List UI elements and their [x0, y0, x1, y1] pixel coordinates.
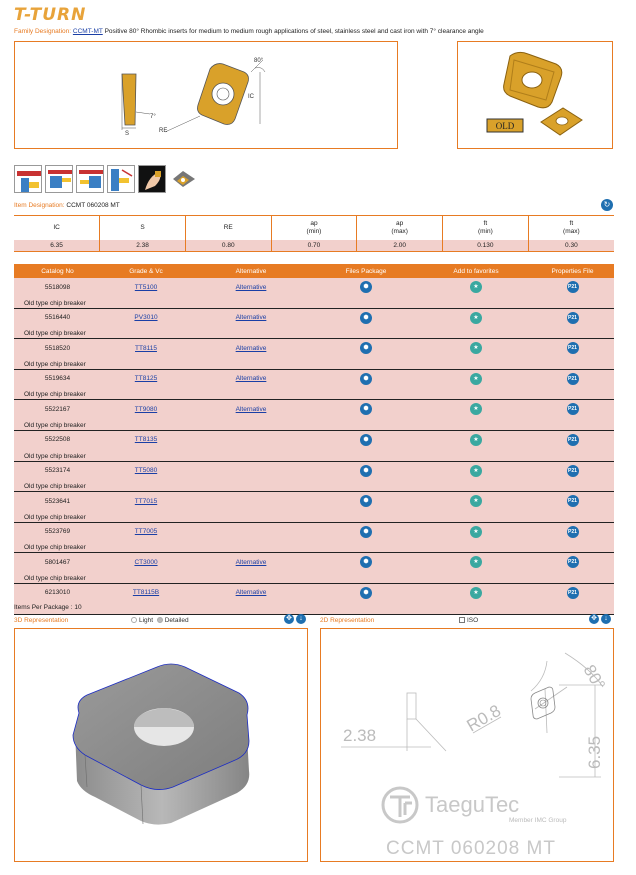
technical-drawing	[14, 41, 398, 149]
iso-checkbox[interactable]	[459, 617, 465, 623]
light-label: Light	[139, 617, 154, 624]
family-designation-line	[14, 28, 624, 35]
catalog-table	[14, 264, 614, 615]
files-package-icon[interactable]: ⬢	[360, 373, 372, 385]
row-note: Old type chip breaker	[24, 574, 86, 582]
detailed-label: Detailed	[164, 617, 189, 624]
add-favorite-icon[interactable]: ★	[470, 434, 482, 446]
thumb-turning-3[interactable]	[76, 165, 104, 193]
catalog-row	[14, 492, 614, 523]
grade-link[interactable]: TT8125	[134, 375, 158, 383]
family-code-link[interactable]: CCMT-MT	[72, 28, 103, 35]
add-favorite-icon[interactable]: ★	[470, 312, 482, 324]
thumb-insert[interactable]	[169, 165, 197, 193]
properties-file-icon[interactable]: P21	[567, 556, 579, 568]
rep3d-label: 3D Representation	[14, 617, 69, 624]
grade-link[interactable]: TT8115	[135, 344, 157, 352]
download-icon[interactable]: ↓	[601, 614, 611, 624]
brand-name: TaeguTec	[425, 792, 520, 817]
thumb-grade-hand[interactable]	[138, 165, 166, 193]
col-files-package: Files Package	[345, 267, 387, 275]
row-note: Old type chip breaker	[24, 513, 86, 521]
properties-file-icon[interactable]: P21	[567, 281, 579, 293]
angle-label: 80°	[254, 58, 264, 64]
properties-file-icon[interactable]: P21	[567, 495, 579, 507]
row-note: Old type chip breaker	[24, 483, 86, 491]
t-turn-logo: T-TURN	[14, 5, 87, 25]
alternative-link[interactable]: Alternative	[235, 344, 267, 352]
spec-value-re: 0.80	[185, 240, 271, 252]
spec-header-re: RE	[185, 216, 271, 240]
refresh-icon[interactable]: ↻	[601, 199, 613, 211]
item-designation	[14, 202, 120, 209]
spec-header-s: S	[100, 216, 186, 240]
row-note: Old type chip breaker	[24, 299, 86, 307]
col-catalog-no: Catalog No	[41, 267, 74, 275]
properties-file-icon[interactable]: P21	[567, 373, 579, 385]
spec-table	[14, 215, 614, 252]
spec-header-ic: IC	[14, 216, 100, 240]
files-package-icon[interactable]: ⬢	[360, 526, 372, 538]
add-favorite-icon[interactable]: ★	[470, 526, 482, 538]
insert-photo-svg	[458, 42, 614, 150]
catalog-row	[14, 309, 614, 340]
clearance-label: 7°	[150, 114, 156, 120]
insert-photo	[457, 41, 613, 149]
s-label: S	[125, 131, 130, 137]
files-package-icon[interactable]: ⬢	[360, 281, 372, 293]
download-icon[interactable]: ↓	[296, 614, 306, 624]
properties-file-icon[interactable]: P21	[567, 312, 579, 324]
thumb-turning-2[interactable]	[45, 165, 73, 193]
rep2d-viewer[interactable]	[320, 628, 614, 862]
catalog-body	[14, 278, 614, 615]
family-description: Positive 80° Rhombic inserts for medium to medium rough applications of steel, stainless steel and cast iron with 7° clearance angle	[104, 28, 484, 35]
old-badge: OLD	[495, 121, 515, 131]
application-thumbnails	[14, 165, 197, 193]
item-designation-value: CCMT 060208 MT	[66, 202, 120, 209]
col-grade: Grade & Vc	[129, 267, 163, 275]
dim-re-label: R0.8	[463, 701, 505, 736]
row-note: Old type chip breaker	[24, 360, 86, 368]
properties-file-icon[interactable]: P21	[567, 526, 579, 538]
expand-icon[interactable]: ✥	[284, 614, 294, 624]
grade-link[interactable]: TT8115B	[132, 589, 160, 597]
add-favorite-icon[interactable]: ★	[470, 373, 482, 385]
dim-angle-label: 80°	[579, 661, 609, 694]
catalog-no: 5518520	[44, 344, 71, 352]
insert-2d-svg	[321, 629, 615, 863]
alternative-link[interactable]: Alternative	[235, 283, 267, 291]
catalog-row	[14, 431, 614, 462]
grade-link[interactable]: TT8135	[134, 436, 158, 444]
files-package-icon[interactable]: ⬢	[360, 587, 372, 599]
grade-link[interactable]: TT9080	[134, 405, 158, 413]
grade-link[interactable]: TT7015	[134, 497, 158, 505]
rep2d-label: 2D Representation	[320, 617, 375, 624]
light-radio[interactable]	[131, 617, 137, 623]
catalog-no: 5518098	[44, 283, 71, 291]
files-package-icon[interactable]: ⬢	[360, 495, 372, 507]
rep2d-options	[459, 617, 478, 624]
row-note: Old type chip breaker	[24, 544, 86, 552]
properties-file-icon[interactable]: P21	[567, 403, 579, 415]
catalog-no: 5523174	[44, 467, 71, 475]
spec-value-ap-min: 0.70	[271, 240, 357, 252]
spec-header-ap-max: ap (max)	[357, 216, 443, 240]
rep3d-viewer[interactable]	[14, 628, 308, 862]
spec-header-ft-max: ft (max)	[528, 216, 614, 240]
alternative-link[interactable]: Alternative	[235, 589, 267, 597]
properties-file-icon[interactable]: P21	[567, 587, 579, 599]
add-favorite-icon[interactable]: ★	[470, 495, 482, 507]
dim-ic-label: 6.35	[585, 735, 604, 769]
row-note: Old type chip breaker	[24, 391, 86, 399]
files-package-icon[interactable]: ⬢	[360, 434, 372, 446]
add-favorite-icon[interactable]: ★	[470, 587, 482, 599]
detailed-radio[interactable]	[157, 617, 163, 623]
catalog-row	[14, 523, 614, 554]
designation-watermark: CCMT 060208 MT	[386, 838, 556, 859]
catalog-row	[14, 278, 614, 309]
spec-value-ic: 6.35	[14, 240, 100, 252]
catalog-no: 6213010	[44, 589, 71, 597]
catalog-row	[14, 553, 614, 584]
properties-file-icon[interactable]: P21	[567, 434, 579, 446]
add-favorite-icon[interactable]: ★	[470, 403, 482, 415]
side-view-shape	[122, 74, 136, 125]
spec-value-ft-max: 0.30	[528, 240, 614, 252]
catalog-row	[14, 339, 614, 370]
grade-link[interactable]: TT5100	[134, 283, 158, 291]
family-label: Family Designation:	[14, 28, 72, 35]
spec-value-ap-max: 2.00	[357, 240, 443, 252]
catalog-no: 5516440	[44, 314, 71, 322]
iso-label: ISO	[467, 617, 479, 624]
dim-s-label: 2.38	[343, 726, 377, 745]
catalog-header-row	[14, 264, 614, 278]
alternative-link[interactable]: Alternative	[235, 314, 267, 322]
catalog-row	[14, 370, 614, 401]
rep2d-tools	[589, 614, 611, 624]
item-designation-label: Item Designation:	[14, 202, 65, 209]
catalog-no: 5801467	[44, 558, 71, 566]
rep3d-options	[131, 617, 189, 624]
brand-sub: Member IMC Group	[509, 817, 567, 824]
row-note: Old type chip breaker	[24, 421, 86, 429]
col-alternative: Alternative	[235, 267, 267, 275]
taegutec-logo-icon	[383, 788, 417, 822]
spec-header-ap-min: ap (min)	[271, 216, 357, 240]
grade-link[interactable]: CT3000	[134, 558, 158, 566]
expand-icon[interactable]: ✥	[589, 614, 599, 624]
col-add-favorites: Add to favorites	[453, 267, 499, 275]
catalog-row	[14, 584, 614, 615]
files-package-icon[interactable]: ⬢	[360, 403, 372, 415]
properties-file-icon[interactable]: P21	[567, 342, 579, 354]
thumb-turning-1[interactable]	[14, 165, 42, 193]
files-package-icon[interactable]: ⬢	[360, 342, 372, 354]
spec-header-ft-min: ft (min)	[443, 216, 529, 240]
add-favorite-icon[interactable]: ★	[470, 556, 482, 568]
catalog-no: 5519634	[44, 375, 71, 383]
add-favorite-icon[interactable]: ★	[470, 465, 482, 477]
catalog-no: 5522508	[44, 436, 71, 444]
alternative-link[interactable]: Alternative	[235, 405, 267, 413]
properties-file-icon[interactable]: P21	[567, 465, 579, 477]
items-per-package: Items Per Package : 10	[14, 604, 82, 611]
catalog-row	[14, 462, 614, 493]
files-package-icon[interactable]: ⬢	[360, 312, 372, 324]
spec-value-ft-min: 0.130	[443, 240, 529, 252]
catalog-row	[14, 400, 614, 431]
alternative-link[interactable]: Alternative	[235, 375, 267, 383]
re-label: RE	[159, 128, 168, 134]
alternative-link[interactable]: Alternative	[235, 558, 267, 566]
row-note: Old type chip breaker	[24, 330, 86, 338]
thumb-turning-4[interactable]	[107, 165, 135, 193]
row-note: Old type chip breaker	[24, 452, 86, 460]
grade-link[interactable]: PV3010	[134, 314, 158, 322]
spec-value-s: 2.38	[100, 240, 186, 252]
catalog-no: 5523769	[44, 528, 71, 536]
catalog-no: 5522167	[44, 405, 71, 413]
catalog-no: 5523641	[44, 497, 71, 505]
files-package-icon[interactable]: ⬢	[360, 556, 372, 568]
insert-3d-svg	[15, 629, 309, 863]
rep3d-tools	[284, 614, 306, 624]
col-properties-file: Properties File	[551, 267, 594, 275]
grade-link[interactable]: TT5080	[134, 467, 158, 475]
insert-drawing-svg	[15, 42, 399, 150]
ic-label: IC	[248, 94, 254, 100]
add-favorite-icon[interactable]: ★	[470, 342, 482, 354]
files-package-icon[interactable]: ⬢	[360, 465, 372, 477]
grade-link[interactable]: TT7005	[134, 528, 158, 536]
add-favorite-icon[interactable]: ★	[470, 281, 482, 293]
